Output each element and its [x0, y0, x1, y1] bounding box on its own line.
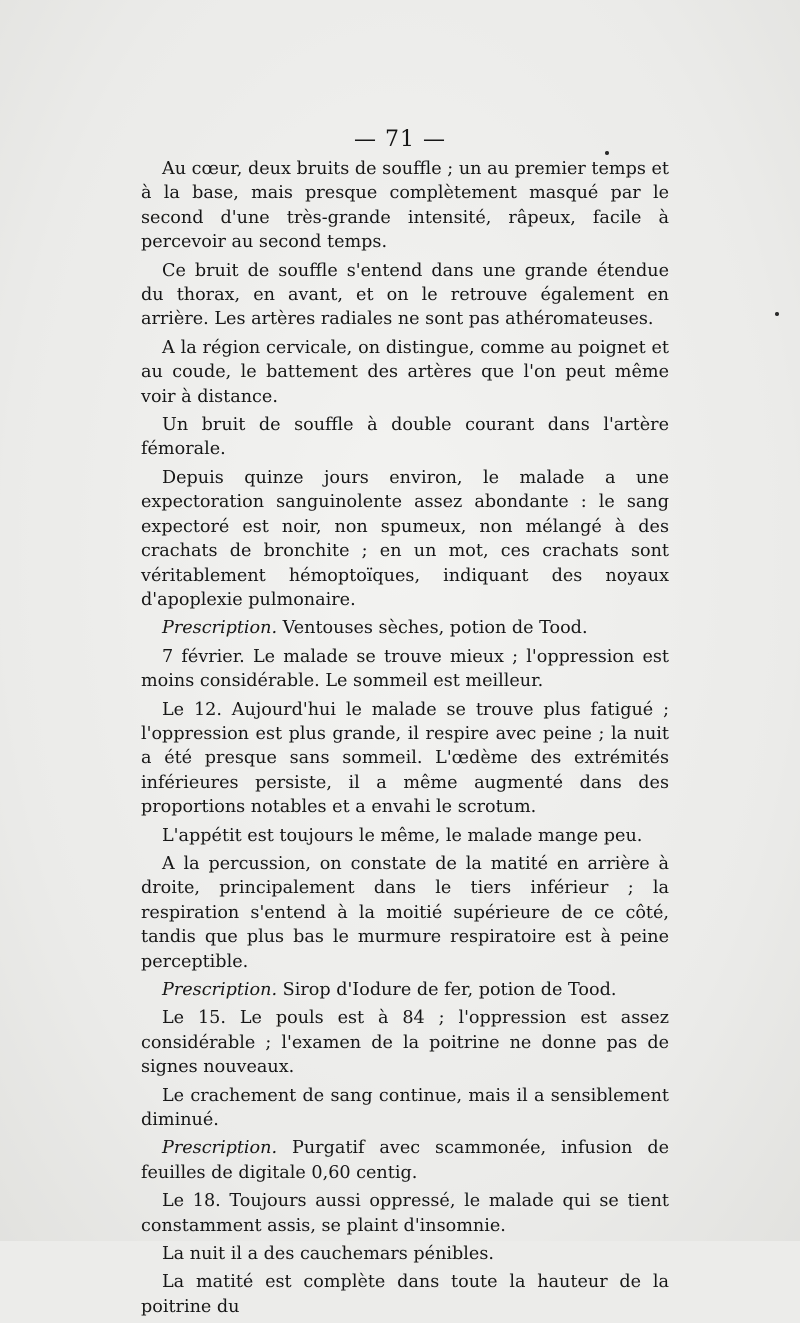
paragraph: 7 février. Le malade se trouve mieux ; l'oppression est moins considérable. Le sommeil est meilleur.: [141, 646, 669, 692]
ink-speck: [775, 312, 779, 316]
paragraph: Depuis quinze jours environ, le malade a une expectoration sanguinolente assez abondante : le sang expectoré est noir, non spumeux, non mélangé à des crachats de bronchite ; en un mot, ces crachats sont véritablement hémoptoïques, indiquant des noyaux d'apoplexie pulmonaire.: [141, 467, 669, 610]
page-number: — 71 —: [354, 127, 446, 152]
paragraph: A la région cervicale, on distingue, comme au poignet et au coude, le battement des artères que l'on peut même voir à distance.: [141, 337, 669, 407]
paragraph: La nuit il a des cauchemars pénibles.: [162, 1244, 494, 1265]
prescription-label: Prescription.: [162, 980, 278, 1000]
prescription-paragraph: Prescription. Purgatif avec scammonée, infusion de feuilles de digitale 0,60 centig.: [141, 1138, 669, 1183]
paragraph: L'appétit est toujours le même, le malade mange peu.: [162, 825, 643, 846]
paragraph: A la percussion, on constate de la matité en arrière à droite, principalement dans le tiers inférieur ; la respiration s'entend à la moitié supérieure de ce côté, tandis que plus bas le murmure respiratoire est à peine perceptible.: [141, 853, 669, 972]
body-text: [141, 157, 669, 1323]
paragraph: Au cœur, deux bruits de souffle ; un au premier temps et à la base, mais presque complètement masqué par le second d'une très-grande intensité, râpeux, facile à percevoir au second temps.: [141, 159, 669, 253]
prescription-paragraph: Prescription. Ventouses sèches, potion de Tood.: [162, 618, 588, 639]
paragraph: La matité est complète dans toute la hauteur de la poitrine du: [141, 1272, 669, 1317]
prescription-label: Prescription.: [162, 1138, 278, 1159]
prescription-paragraph: Prescription. Sirop d'Iodure de fer, potion de Tood.: [162, 980, 617, 1000]
paragraph: Le 18. Toujours aussi oppressé, le malade qui se tient constamment assis, se plaint d'insomnie.: [141, 1191, 669, 1236]
prescription-label: Prescription.: [162, 618, 278, 639]
paragraph: Un bruit de souffle à double courant dans l'artère fémorale.: [141, 415, 669, 460]
paragraph: Le 12. Aujourd'hui le malade se trouve plus fatigué ; l'oppression est plus grande, il respire avec peine ; la nuit a été presque sans sommeil. L'œdème des extrémités inférieures persiste, il a même augmenté dans des proportions notables et a envahi le scrotum.: [141, 699, 669, 818]
paragraph: Le 15. Le pouls est à 84 ; l'oppression est assez considérable ; l'examen de la poitrine ne donne pas de signes nouveaux.: [141, 1008, 669, 1078]
ink-speck: [605, 151, 609, 155]
paragraph: Le crachement de sang continue, mais il a sensiblement diminué.: [141, 1085, 669, 1131]
paragraph: Ce bruit de souffle s'entend dans une grande étendue du thorax, en avant, et on le retrouve également en arrière. Les artères radiales ne sont pas athéromateuses.: [141, 260, 669, 330]
